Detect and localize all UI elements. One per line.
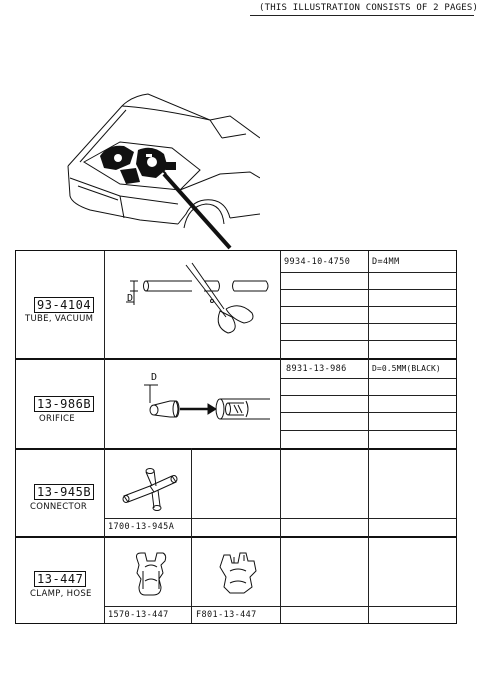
spec-grid-line xyxy=(280,395,456,396)
row-divider xyxy=(16,448,456,450)
clamp-illustration-1 xyxy=(131,549,171,601)
column-divider xyxy=(104,251,105,623)
spec-part-number: 9934-10-4750 xyxy=(284,257,351,267)
parts-table xyxy=(15,250,457,624)
spec-grid-line xyxy=(280,340,456,341)
part-name: CONNECTOR xyxy=(30,502,88,512)
spec-grid-line xyxy=(280,272,456,273)
orifice-illustration xyxy=(124,369,274,431)
part-name: TUBE, VACUUM xyxy=(25,314,94,324)
dimension-label: D xyxy=(127,293,134,304)
spec-grid-line xyxy=(280,306,456,307)
part-code: 13-986B xyxy=(34,396,94,412)
column-divider xyxy=(368,448,369,623)
spec-grid-line xyxy=(280,430,456,431)
illustration-part-number: 1700-13-945A xyxy=(108,522,175,532)
column-divider xyxy=(368,251,369,448)
spec-grid-line xyxy=(280,378,456,379)
part-code: 13-945B xyxy=(34,484,94,500)
part-name: CLAMP, HOSE xyxy=(30,589,92,599)
spec-part-number: 8931-13-986 xyxy=(286,364,347,374)
illustration-part-number: F801-13-447 xyxy=(196,610,257,620)
row-divider xyxy=(16,358,456,360)
page-count-note: (THIS ILLUSTRATION CONSISTS OF 2 PAGES) xyxy=(259,3,479,13)
spec-grid-line xyxy=(280,289,456,290)
car-engine-bay-illustration xyxy=(60,78,260,253)
connector-illustration xyxy=(116,456,188,514)
clamp-illustration-2 xyxy=(214,547,262,601)
part-name: ORIFICE xyxy=(39,414,75,424)
part-code: 93-4104 xyxy=(34,297,94,313)
spec-value: D=0.5MM(BLACK) xyxy=(372,364,441,373)
dimension-label: D xyxy=(151,372,158,383)
row-divider xyxy=(16,536,456,538)
spec-value: D=4MM xyxy=(372,257,400,267)
column-divider xyxy=(191,448,192,623)
tube-scissors-illustration xyxy=(108,261,278,353)
spec-grid-line xyxy=(280,412,456,413)
illustration-part-number: 1570-13-447 xyxy=(108,610,169,620)
spec-column-divider xyxy=(368,251,369,272)
spec-grid-line xyxy=(280,323,456,324)
header-rule xyxy=(250,15,474,16)
part-number-strip-line xyxy=(104,606,456,607)
part-number-strip-line xyxy=(104,518,456,519)
part-code: 13-447 xyxy=(34,571,86,587)
